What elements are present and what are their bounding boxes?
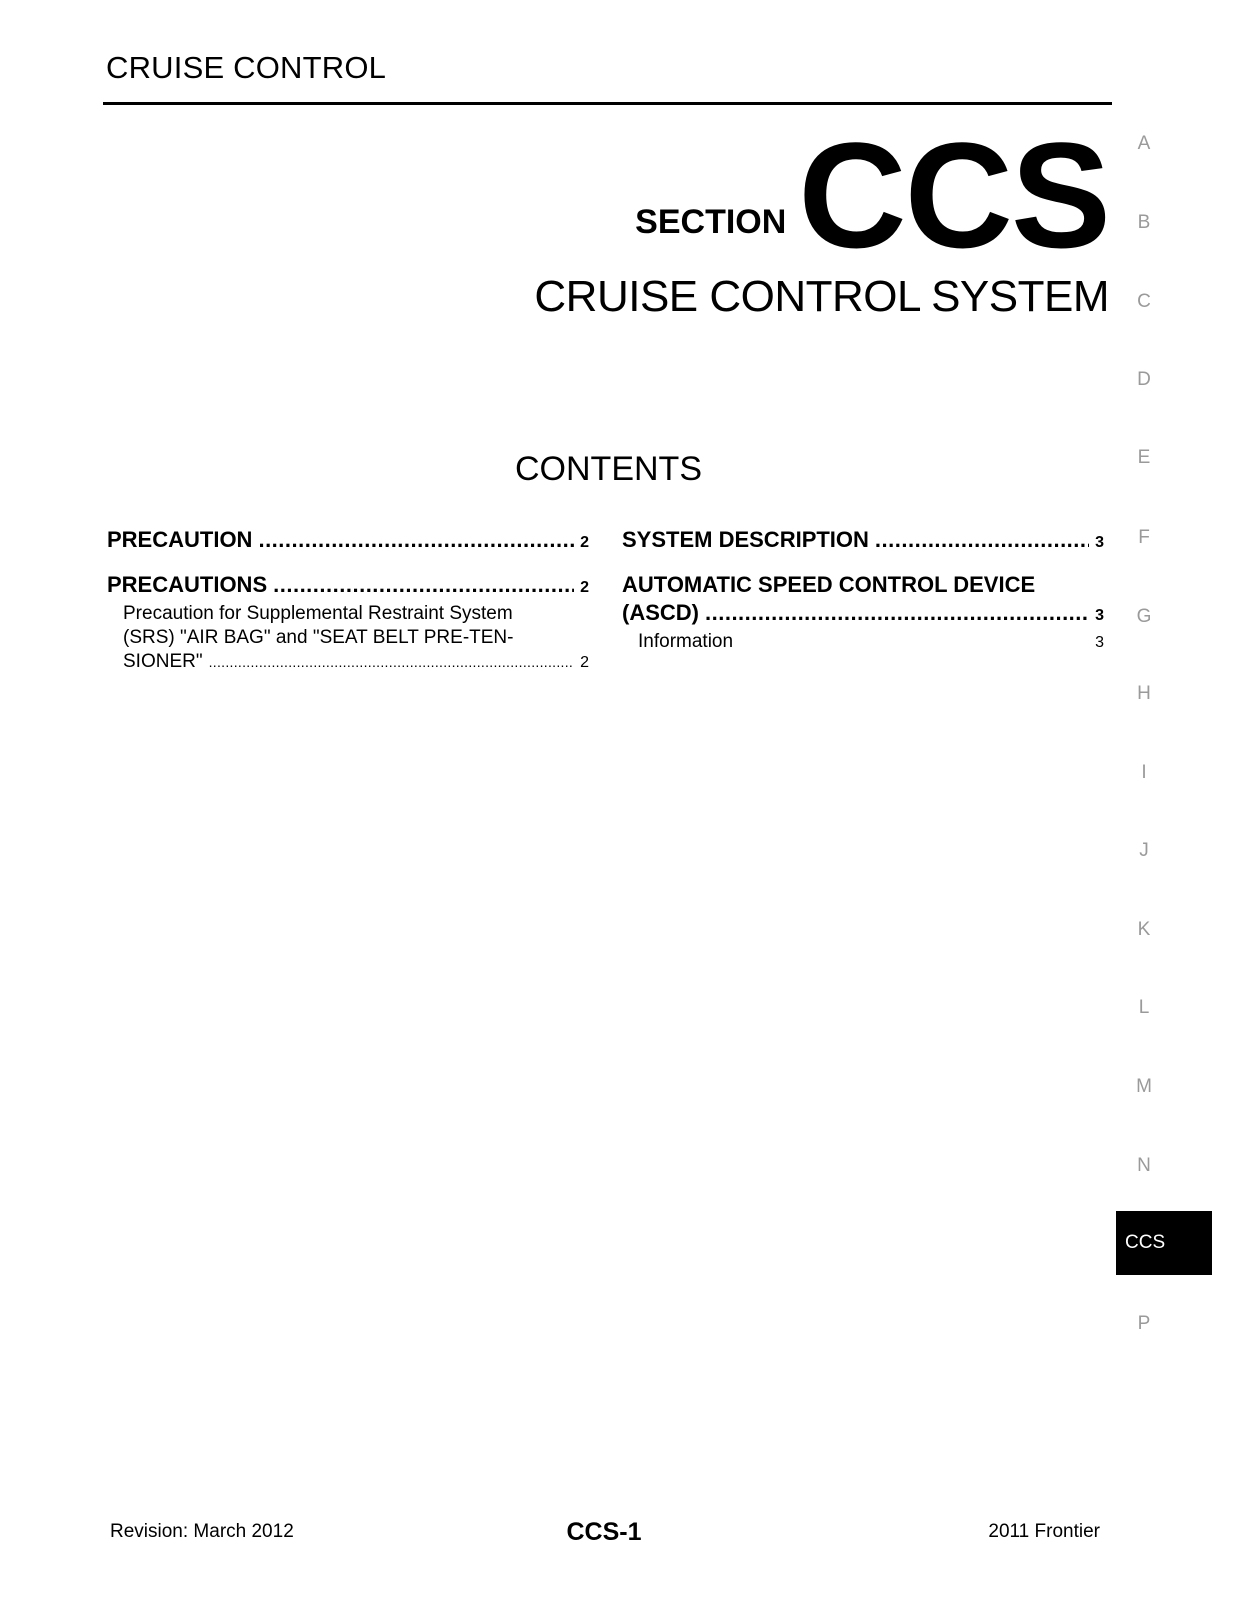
toc-subentry-line: Precaution for Supplemental Restraint System [123,603,513,624]
toc-leader [273,571,574,599]
toc-entry-ascd[interactable] [622,571,1104,630]
toc-entry-system-description[interactable] [622,526,1104,557]
tab-letter[interactable]: I [1141,762,1147,783]
toc-left-column [107,526,589,675]
tab-active-ccs[interactable]: CCS [1116,1211,1212,1275]
toc-page-number: 3 [1095,534,1104,551]
toc-page-number: 2 [580,579,589,596]
tab-letter[interactable]: M [1136,1076,1152,1097]
header-rule [103,102,1112,105]
tab-letter[interactable]: P [1137,1313,1151,1334]
section-title [635,111,1109,279]
tab-letter[interactable]: K [1137,919,1151,940]
toc-page-number: 3 [1095,607,1104,624]
toc-leader [209,650,575,674]
tab-letter[interactable]: E [1137,447,1151,468]
toc-subentry-line: SIONER" [123,651,203,672]
section-name: CRUISE CONTROL SYSTEM [534,272,1109,321]
header-title: CRUISE CONTROL [106,50,387,85]
tab-letter[interactable]: L [1138,997,1150,1018]
toc-entry-label: (ASCD) [622,600,699,625]
toc-subentry-information[interactable] [622,630,1104,655]
section-word: SECTION [635,203,787,241]
tab-letter[interactable]: G [1136,606,1152,627]
toc-leader [705,599,1089,627]
toc-subentry-line: (SRS) "AIR BAG" and "SEAT BELT PRE-TEN- [123,627,514,648]
toc-entry-label: AUTOMATIC SPEED CONTROL DEVICE [622,572,1036,597]
footer-revision: Revision: March 2012 [110,1521,294,1542]
toc-page-number: 3 [1095,634,1104,651]
tab-letter[interactable]: H [1137,683,1151,704]
tab-letter[interactable]: C [1137,291,1151,312]
toc-leader [875,526,1089,554]
toc-page-number: 2 [580,534,589,551]
tab-letter[interactable]: D [1137,369,1151,390]
toc-entry-label: PRECAUTION [107,527,253,552]
toc-leader [258,526,574,554]
footer-page-number: CCS-1 [566,1518,642,1546]
toc-entry-label: SYSTEM DESCRIPTION [622,527,869,552]
tab-letter[interactable]: N [1137,1155,1151,1176]
toc-subentry-srs[interactable] [107,602,589,675]
toc-right-column [622,526,1104,655]
toc-entry-precautions[interactable] [107,571,589,602]
toc-page-number: 2 [580,654,589,671]
tab-letter[interactable]: F [1138,527,1150,548]
tab-letter[interactable]: B [1137,212,1151,233]
toc-entry-label: PRECAUTIONS [107,572,268,597]
toc-subentry-line: Information [638,631,734,652]
tab-letter[interactable]: J [1139,840,1149,861]
tab-letter[interactable]: A [1137,133,1151,154]
contents-heading: CONTENTS [515,450,702,488]
section-code: CCS [798,111,1109,279]
toc-entry-precaution[interactable] [107,526,589,557]
footer-model: 2011 Frontier [988,1521,1100,1542]
